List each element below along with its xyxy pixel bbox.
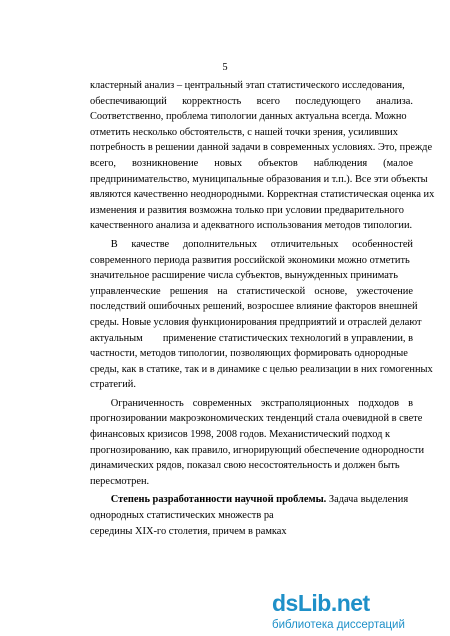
text-line: В качестве дополнительных отличительных особенностей	[90, 238, 413, 250]
text-line: финансовых кризисов 1998, 2008 годов. Механистический подход к	[90, 429, 391, 441]
body-text	[90, 78, 435, 539]
text-line: отметить несколько обстоятельств, с нашей точки зрения, усиливших	[90, 126, 398, 138]
dslib-logo: dsLib.net	[272, 590, 370, 616]
text-line: являются качественно неоднородными. Корректная статистическая оценка их	[90, 189, 435, 201]
text-line: прогнозировании макроэкономических тенденций стала очевидной в свете	[90, 413, 423, 425]
text-line: изменения и развития возможна только при условии предварительного	[90, 204, 404, 216]
text-line: среды. Новые условия функционирования предприятий и отраслей делают	[90, 316, 422, 328]
text-line: кластерный анализ – центральный этап статистического исследования,	[90, 80, 405, 91]
section-lead-heading: Степень разработанности научной проблемы.	[110, 494, 327, 506]
text-line: однородных статистических множеств ра	[90, 510, 274, 522]
text-line: стратегий.	[90, 379, 136, 391]
text-line: современного периода развития российской экономики можно отметить	[90, 254, 410, 266]
text-line: динамических рядов, показал свою несостоятельность и должен быть	[90, 460, 400, 472]
paragraph-typology-relevance	[90, 78, 435, 234]
text-line: прогнозированию, как правило, игнорирующий обеспечение однородности	[90, 444, 425, 456]
dslib-watermark	[268, 587, 450, 636]
text-line: Степень разработанности научной проблемы. Задача выделения	[90, 492, 413, 508]
text-line: потребность в решении данной задачи в современных условиях. Это, прежде	[90, 142, 433, 154]
text-line: среды, как в статике, так и в динамике с целью реализации в них гомогенных	[90, 363, 433, 375]
text-line: последствий ошибочных решений, возросшее влияние факторов внешней	[90, 301, 418, 313]
paragraph-economy-features	[90, 237, 433, 393]
text-line: Ограниченность современных экстраполяционных подходов в	[90, 397, 413, 409]
text-line: обеспечивающий корректность всего последующего анализа.	[90, 95, 413, 107]
text-line: пересмотрен.	[90, 475, 150, 487]
text-line: управленческие решения на статистической основе, ужесточение	[90, 285, 413, 297]
text-line: предпринимательство, муниципальные образования и т.п.). Все эти объекты	[90, 173, 428, 185]
text-line: частности, методов типологии, позволяющих формировать однородные	[90, 348, 408, 360]
page-number: 5	[222, 62, 228, 73]
text-line: качественного анализа и адекватного использования методов типологии.	[90, 220, 413, 232]
paragraph-forecasting	[90, 396, 425, 490]
paragraph-research-degree	[90, 492, 413, 539]
text-line: всего, возникновение новых объектов наблюдения (малое	[90, 157, 413, 169]
text-line: значительное расширение числа субъектов, вынужденных принимать	[90, 270, 398, 282]
text-line: середины XIX-го столетия, причем в рамках	[90, 525, 287, 537]
text-line: Соответственно, проблема типологии данных актуальна всегда. Можно	[90, 111, 407, 123]
text-line: актуальным применение статистических технологий в управлении, в	[90, 332, 413, 344]
dslib-caption: библиотека диссертаций	[272, 619, 405, 631]
